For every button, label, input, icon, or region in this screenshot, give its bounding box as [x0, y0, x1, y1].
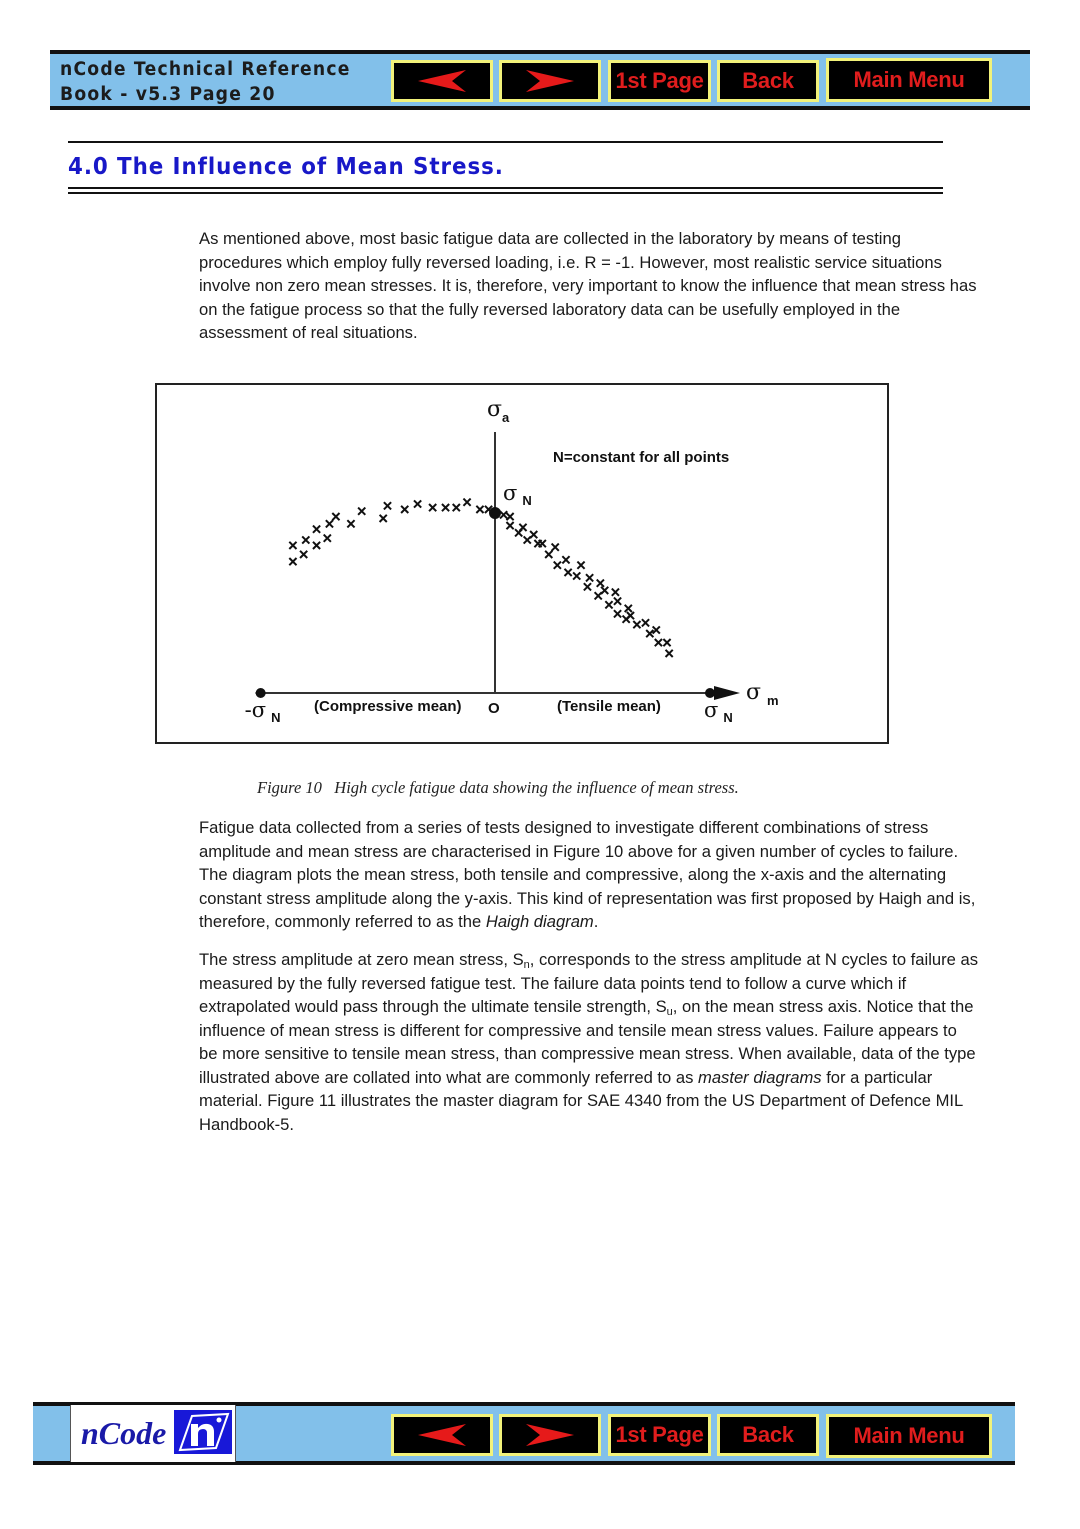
heading-top-rule	[68, 141, 943, 143]
data-point-marker	[614, 598, 621, 605]
data-point-marker	[313, 526, 320, 533]
data-point-marker	[332, 513, 339, 520]
data-point-marker	[429, 504, 436, 511]
document-page-info: Book - v5.3 Page 20	[60, 84, 276, 105]
data-point-marker	[380, 515, 387, 522]
data-point-marker	[577, 562, 584, 569]
back-button[interactable]: Back	[717, 60, 819, 102]
data-point-marker	[506, 513, 513, 520]
origin-label: O	[488, 700, 500, 717]
haigh-diagram-figure	[155, 383, 889, 744]
data-point-marker	[653, 626, 660, 633]
sigma-n-point	[705, 688, 715, 698]
footer-main-menu-button[interactable]: Main Menu	[826, 1414, 992, 1458]
heading-bottom-rule	[68, 187, 943, 189]
right-arrow-icon	[524, 1423, 576, 1447]
data-point-marker	[530, 531, 537, 538]
document-title	[60, 57, 351, 107]
haigh-diagram-chart	[157, 385, 887, 742]
figure-caption: Figure 10 High cycle fatigue data showing the influence of mean stress.	[257, 778, 739, 797]
data-point-marker	[463, 499, 470, 506]
data-point-marker	[586, 574, 593, 581]
data-point-marker	[453, 504, 460, 511]
data-point-marker	[554, 562, 561, 569]
data-point-marker	[562, 556, 569, 563]
data-point-marker	[347, 520, 354, 527]
top-navigation-bar	[50, 50, 1030, 110]
document-title-line1: nCode Technical Reference	[60, 59, 351, 80]
bottom-navigation-bar	[33, 1402, 1015, 1465]
sigma-n-point	[256, 688, 266, 698]
data-point-marker	[300, 551, 307, 558]
data-point-marker	[313, 542, 320, 549]
compressive-mean-label: (Compressive mean)	[314, 698, 462, 715]
data-point-marker	[384, 502, 391, 509]
data-point-marker	[289, 558, 296, 565]
right-arrow-icon	[524, 69, 576, 93]
ncode-logo	[70, 1405, 236, 1462]
data-point-marker	[324, 535, 331, 542]
data-point-marker	[573, 572, 580, 579]
left-arrow-icon	[416, 1423, 468, 1447]
stress-amplitude-paragraph: The stress amplitude at zero mean stress, $S_n$, corresponds to the stress amplitude at N cycles to failure as measured by the fully reversed fatigue test. The failure data points tend to follow a curve which if extrapolated would pass through the ultimate tensile strength, $S_u$, on the mean stress axis. Notice that the influence of mean stress is different for compressive and tensile mean stress values. Failure appears to be more sensitive to tensile mean stress, than compressive mean stress. When available, data of the type illustrated above are collated into what are commonly referred to as master diagrams for a particular material. Figure 11 illustrates the master diagram for SAE 4340 from the US Department of Defence MIL Handbook-5.	[199, 950, 978, 1134]
ncode-logo-mark-icon	[174, 1410, 232, 1454]
first-page-button[interactable]: 1st Page	[608, 60, 711, 102]
data-point-marker	[545, 551, 552, 558]
data-point-marker	[646, 630, 653, 637]
data-point-marker	[539, 540, 546, 547]
data-point-marker	[612, 589, 619, 596]
chart-annotation: N=constant for all points	[553, 449, 730, 466]
data-point-marker	[597, 580, 604, 587]
y-axis-label: $\sigma_a$	[487, 397, 510, 425]
next-page-button[interactable]	[499, 60, 601, 102]
data-point-marker	[289, 542, 296, 549]
data-point-marker	[625, 605, 632, 612]
data-point-marker	[633, 621, 640, 628]
data-point-marker	[614, 610, 621, 617]
intro-paragraph: As mentioned above, most basic fatigue data are collected in the laboratory by means of testing procedures which employ fully reversed loading, i.e. R = -1. However, most realistic service situations involve non zero mean stresses. It is, therefore, very important to know the influence that mean stress has on the fatigue process so that the fully reversed laboratory data can be usefully employed in the assessment of real situations.	[199, 229, 977, 342]
data-point-marker	[326, 520, 333, 527]
x-axis-label: σ $_m$	[746, 680, 779, 708]
data-point-marker	[584, 583, 591, 590]
data-point-marker	[623, 616, 630, 623]
footer-next-page-button[interactable]	[499, 1414, 601, 1456]
main-menu-button[interactable]: Main Menu	[826, 58, 992, 102]
data-point-marker	[302, 536, 309, 543]
section-heading: 4.0 The Influence of Mean Stress.	[68, 154, 504, 180]
data-point-marker	[565, 569, 572, 576]
data-point-marker	[358, 508, 365, 515]
data-point-marker	[442, 504, 449, 511]
data-point-marker	[642, 619, 649, 626]
data-point-marker	[519, 524, 526, 531]
data-point-marker	[655, 639, 662, 646]
sigma-n-label: σ $_N$	[704, 698, 733, 725]
ncode-logo-text: nCode	[81, 1415, 167, 1451]
footer-previous-page-button[interactable]	[391, 1414, 493, 1456]
haigh-paragraph: Fatigue data collected from a series of tests designed to investigate different combinations of stress amplitude and mean stress are characterised in Figure 10 above for a given number of cycles to failure. The diagram plots the mean stress, both tensile and compressive, along the x-axis and the alternating constant stress amplitude along the y-axis. This kind of representation was first proposed by Haigh and is, therefore, commonly referred to as the Haigh diagram.	[199, 818, 976, 931]
data-point-marker	[605, 601, 612, 608]
data-point-marker	[476, 506, 483, 513]
data-point-marker	[401, 506, 408, 513]
data-point-marker	[414, 500, 421, 507]
sigma-n-label: σ $_N$	[503, 481, 532, 508]
data-point-marker	[663, 639, 670, 646]
tensile-mean-label: (Tensile mean)	[557, 698, 661, 715]
data-point-marker	[506, 522, 513, 529]
previous-page-button[interactable]	[391, 60, 493, 102]
sigma-n-label: -σ $_N$	[244, 698, 281, 725]
footer-back-button[interactable]: Back	[717, 1414, 819, 1456]
data-point-marker	[500, 511, 507, 518]
data-point-marker	[666, 650, 673, 657]
footer-first-page-button[interactable]: 1st Page	[608, 1414, 711, 1456]
data-point-marker	[552, 544, 559, 551]
data-point-marker	[595, 592, 602, 599]
left-arrow-icon	[416, 69, 468, 93]
heading-bottom-rule-2	[68, 192, 943, 194]
